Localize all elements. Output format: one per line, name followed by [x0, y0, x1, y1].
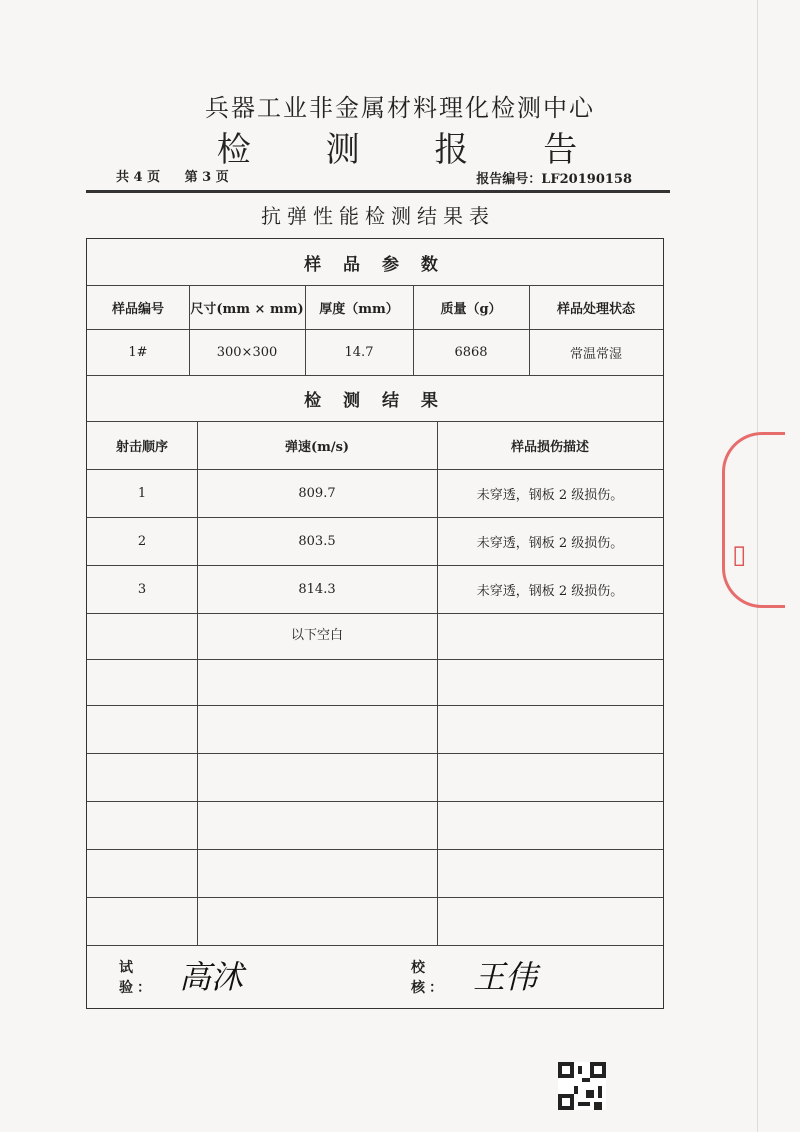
- header-shot-order: 射击顺序: [115, 439, 168, 455]
- header-mass: 质量（g）: [440, 301, 502, 317]
- table-title: 抗弹性能检测结果表: [261, 204, 495, 228]
- shot-order: 2: [137, 533, 147, 549]
- current-page: 第 3 页: [184, 170, 229, 185]
- checker-signature: 王伟: [473, 958, 538, 996]
- divider: [87, 659, 663, 660]
- result-section-title: 检 测 结 果: [304, 390, 446, 411]
- column-line: [189, 285, 190, 375]
- organization-name: 兵器工业非金属材料理化检测中心: [205, 94, 595, 122]
- divider: [87, 753, 663, 754]
- shot-damage: 未穿透，钢板 2 级损伤。: [476, 583, 624, 599]
- report-number: 报告编号：LF20190158: [476, 172, 632, 187]
- tester-label: 试 验：: [119, 960, 155, 996]
- shot-order: 3: [137, 581, 147, 597]
- shot-order: 1: [137, 485, 147, 501]
- document-title: 检 测 报 告: [216, 130, 610, 170]
- shot-damage: 未穿透，钢板 2 级损伤。: [476, 535, 624, 551]
- shot-velocity: 814.3: [298, 581, 336, 597]
- divider: [87, 849, 663, 850]
- sample-dimensions: 300×300: [216, 344, 278, 360]
- divider: [87, 897, 663, 898]
- blank-note: 以下空白: [290, 627, 343, 643]
- header-sample-id: 样品编号: [111, 301, 164, 317]
- shot-velocity: 809.7: [298, 485, 336, 501]
- divider: [87, 945, 663, 946]
- column-line: [413, 285, 414, 375]
- qr-code-icon: [558, 1062, 606, 1110]
- header-thickness: 厚度（mm）: [319, 301, 399, 317]
- shot-damage: 未穿透，钢板 2 级损伤。: [476, 487, 624, 503]
- sample-treatment: 常温常湿: [569, 346, 622, 362]
- seal-stamp: [722, 432, 785, 608]
- total-pages: 共 4 页: [116, 170, 161, 185]
- header-dimensions: 尺寸(mm × mm): [190, 301, 304, 317]
- header-damage: 样品损伤描述: [510, 439, 589, 455]
- page-info: [116, 166, 249, 185]
- divider: [87, 801, 663, 802]
- results-table: [86, 238, 664, 1009]
- header-treatment: 样品处理状态: [556, 301, 635, 317]
- column-line: [305, 285, 306, 375]
- checker-label: 校 核：: [411, 960, 447, 996]
- header-rule: [86, 190, 670, 193]
- tester-signature: 高沭: [179, 958, 244, 996]
- header-velocity: 弹速(m/s): [284, 439, 350, 455]
- sample-mass: 6868: [454, 344, 488, 360]
- sample-thickness: 14.7: [344, 344, 374, 360]
- sample-section-title: 样 品 参 数: [304, 254, 446, 275]
- divider: [87, 705, 663, 706]
- seal-stamp-mark: ▯: [732, 540, 747, 570]
- sample-id: 1#: [128, 344, 148, 360]
- shot-velocity: 803.5: [298, 533, 336, 549]
- column-line: [437, 421, 438, 945]
- column-line: [197, 421, 198, 945]
- column-line: [529, 285, 530, 375]
